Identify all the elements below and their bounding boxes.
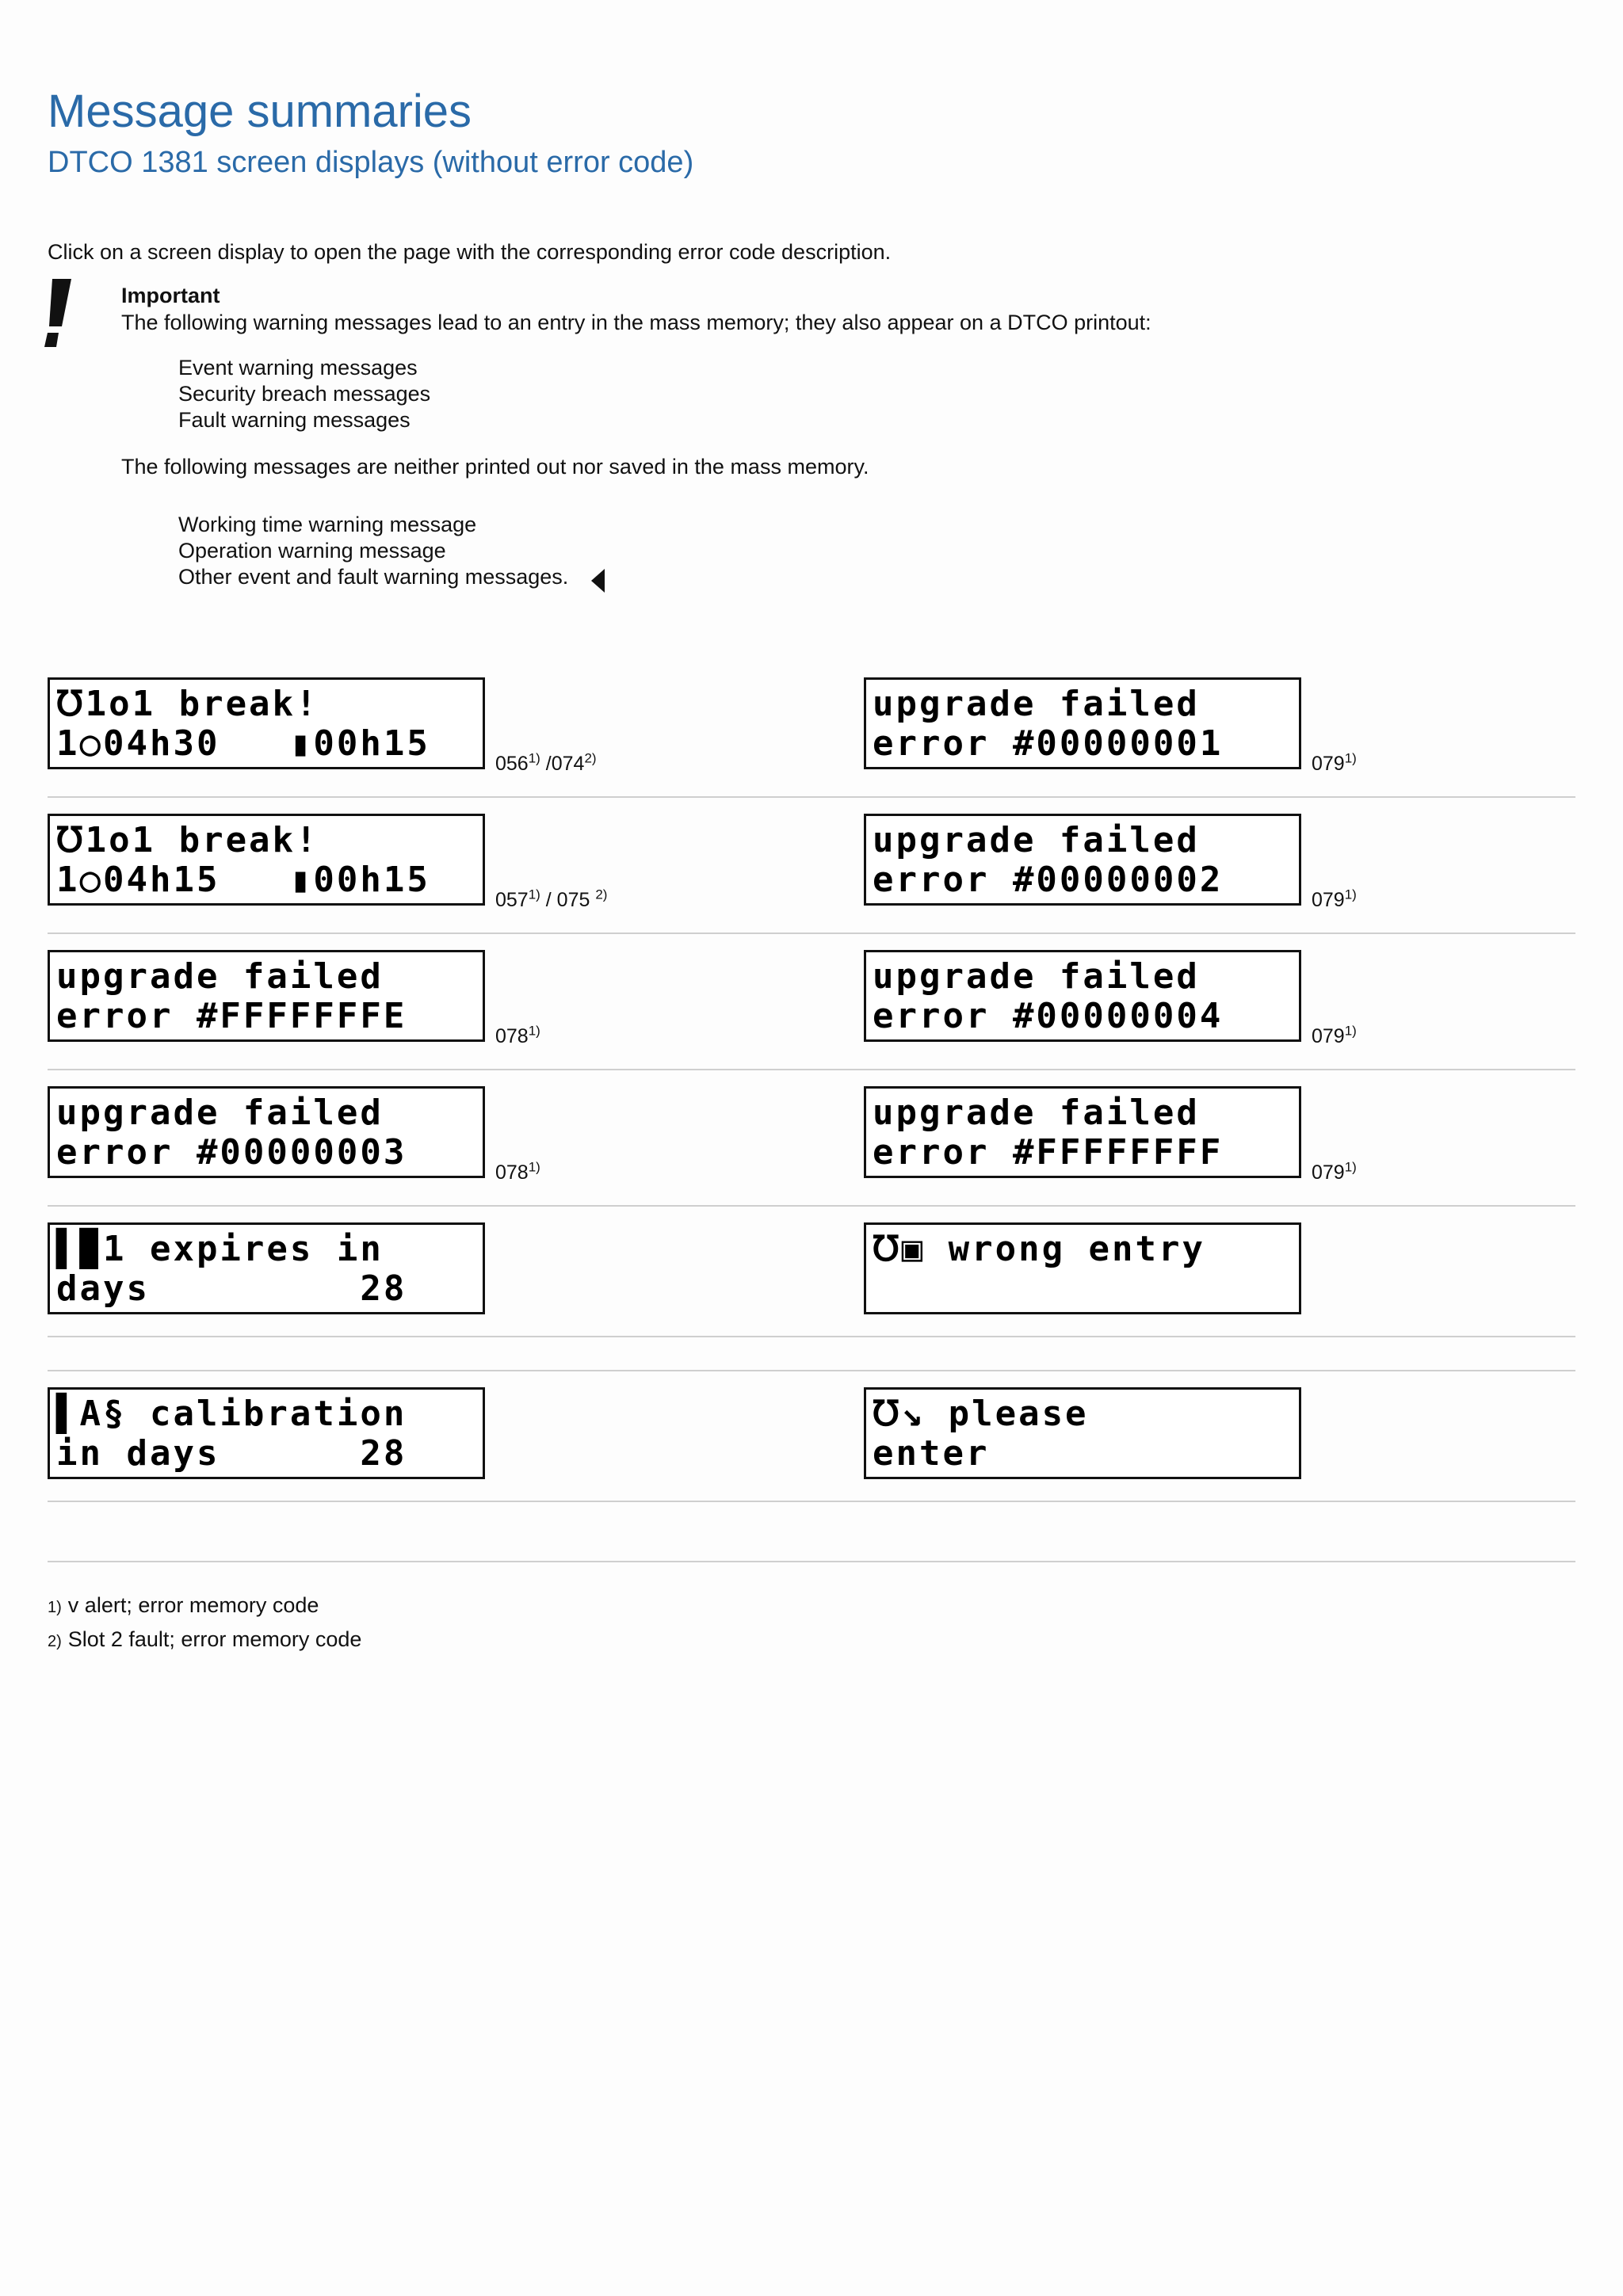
list-item: Other event and fault warning messages. xyxy=(178,565,569,589)
error-code-label: 057$^{1)}$ / 075 $^{2)}$ xyxy=(495,887,608,911)
list-item: Operation warning message xyxy=(178,539,446,563)
display-button-078-3[interactable] xyxy=(48,1086,485,1178)
divider xyxy=(48,1501,1575,1502)
footnote: 2) Slot 2 fault; error memory code xyxy=(48,1627,362,1651)
display-line-1: ℧1o1 break! xyxy=(56,684,319,724)
important-heading: Important xyxy=(121,284,220,307)
display-line-2: error #FFFFFFFE xyxy=(56,996,407,1036)
divider xyxy=(48,1205,1575,1207)
display-button-please-enter[interactable] xyxy=(864,1387,1301,1479)
display-button-card-expires[interactable] xyxy=(48,1222,485,1314)
recorded-message-list xyxy=(178,355,430,433)
error-code-label: 078$^{1)}$ xyxy=(495,1159,540,1184)
display-button-078-1[interactable] xyxy=(48,950,485,1042)
display-line-1: ℧▣ wrong entry xyxy=(873,1229,1205,1269)
list-item: Event warning messages xyxy=(178,356,418,379)
display-line-2: 1○04h15 ▮00h15 xyxy=(56,860,430,900)
display-button-079-ffff[interactable] xyxy=(864,1086,1301,1178)
error-code-label: 079$^{1)}$ xyxy=(1312,1023,1357,1047)
end-marker-icon xyxy=(591,569,605,593)
display-line-2: in days 28 xyxy=(56,1433,407,1474)
display-line-2: error #00000003 xyxy=(56,1132,407,1173)
display-button-wrong-entry[interactable] xyxy=(864,1222,1301,1314)
not-recorded-message-list xyxy=(178,512,568,590)
footnote: 1) v alert; error memory code xyxy=(48,1593,319,1617)
error-code-label: 079$^{1)}$ xyxy=(1312,1159,1357,1184)
display-line-1: ℧↘ please xyxy=(873,1394,1089,1434)
error-code-label: 079$^{1)}$ xyxy=(1312,887,1357,911)
divider xyxy=(48,1370,1575,1371)
exclamation-icon xyxy=(44,279,71,349)
display-line-1: upgrade failed xyxy=(873,684,1200,724)
display-line-1: ℧1o1 break! xyxy=(56,820,319,860)
display-line-2: 1○04h30 ▮00h15 xyxy=(56,723,430,764)
display-line-2: error #FFFFFFFF xyxy=(873,1132,1224,1173)
display-line-2: error #00000004 xyxy=(873,996,1224,1036)
display-line-2 xyxy=(873,1269,1299,1309)
important-text: The following warning messages lead to an entry in the mass memory; they also appear on a DTCO printout: xyxy=(121,311,1151,334)
footnotes xyxy=(48,1589,361,1657)
display-line-1: upgrade failed xyxy=(873,956,1200,997)
display-button-057[interactable] xyxy=(48,814,485,906)
display-button-079-1[interactable] xyxy=(864,677,1301,769)
divider xyxy=(48,1561,1575,1562)
list-item: Fault warning messages xyxy=(178,408,411,432)
page-subtitle: DTCO 1381 screen displays (without error code) xyxy=(48,146,694,179)
not-recorded-text: The following messages are neither printed out nor saved in the mass memory. xyxy=(121,455,869,479)
error-code-label: 079$^{1)}$ xyxy=(1312,750,1357,775)
display-line-2: error #00000001 xyxy=(873,723,1224,764)
display-line-2: error #00000002 xyxy=(873,860,1224,900)
display-line-1: upgrade failed xyxy=(56,1093,384,1133)
error-code-label: 056$^{1)}$ /074$^{2)}$ xyxy=(495,750,597,775)
display-line-1: ▌▉1 expires in xyxy=(56,1229,384,1269)
display-line-1: upgrade failed xyxy=(873,820,1200,860)
intro-text: Click on a screen display to open the page with the corresponding error code description. xyxy=(48,240,892,264)
display-line-1: upgrade failed xyxy=(873,1093,1200,1133)
display-line-1: ▌A§ calibration xyxy=(56,1394,407,1434)
display-button-079-2[interactable] xyxy=(864,814,1301,906)
divider xyxy=(48,796,1575,798)
divider xyxy=(48,933,1575,934)
display-line-2: days 28 xyxy=(56,1268,407,1309)
divider xyxy=(48,1069,1575,1070)
display-button-calibration[interactable] xyxy=(48,1387,485,1479)
display-line-1: upgrade failed xyxy=(56,956,384,997)
list-item: Security breach messages xyxy=(178,382,431,406)
display-button-079-4[interactable] xyxy=(864,950,1301,1042)
display-line-2: enter xyxy=(873,1433,990,1474)
error-code-label: 078$^{1)}$ xyxy=(495,1023,540,1047)
list-item: Working time warning message xyxy=(178,513,477,536)
page-title: Message summaries xyxy=(48,86,472,137)
display-button-056[interactable] xyxy=(48,677,485,769)
divider xyxy=(48,1336,1575,1337)
